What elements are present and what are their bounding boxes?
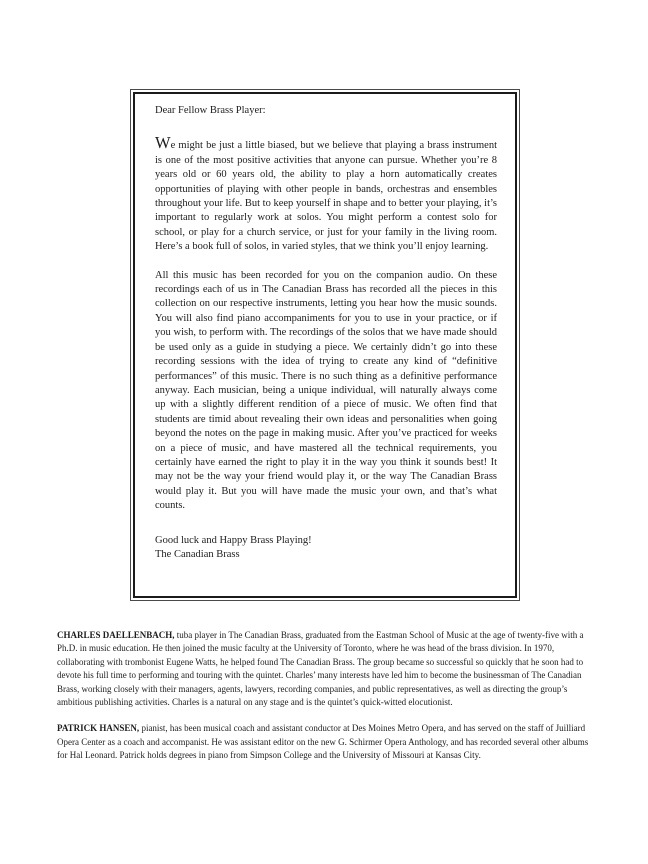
- letter-greeting: Dear Fellow Brass Player:: [155, 105, 266, 116]
- bios-section: [57, 629, 593, 776]
- bio-name-patrick: PATRICK HANSEN,: [57, 723, 140, 734]
- closing-line: Good luck and Happy Brass Playing!: [155, 534, 312, 546]
- bio-text-charles: tuba player in The Canadian Brass, graduated from the Eastman School of Music at the age of twenty-five with a Ph.D. in music education. He then joined the music faculty at the University of Toronto, where he was head of the brass division. In 1970, collaborating with trombonist Eugene Watts, he helped found The Canadian Brass. The group became so successful so quickly that he soon had to devote his full time to performing and touring with the quintet. Charles’ many interests have led him to become the businessman of The Canadian Brass, working closely with their managers, agents, lawyers, recording companies, and public representatives, as well as directing the group’s ambitious publishing activities. Charles is a natural on any stage and is the quintet’s quick-witted elocutionist.: [57, 630, 584, 708]
- bio-paragraph-charles: [57, 629, 593, 709]
- bio-paragraph-patrick: [57, 722, 593, 762]
- letter-box-inner: [133, 92, 517, 598]
- letter-paragraph-1-text: e might be just a little biased, but we believe that playing a brass instrument is one of the most positive activities that anyone can pursue. Whether you’re 8 years old or 60 years old, the ability to play a horn automatically creates opportunities of playing with other people in bands, orchestras and ensembles throughout your life. But to keep yourself in shape and to better your playing, it’s important to regularly work at solos. You might perform a contest solo for school, or play for a church service, or just for your family in the living room. Here’s a book full of solos, in varied styles, that we think you’ll enjoy learning.: [155, 140, 497, 253]
- bio-name-charles: CHARLES DAELLENBACH,: [57, 630, 175, 640]
- lead-capital: W: [155, 133, 171, 153]
- letter-closing-block: [155, 534, 497, 563]
- letter-box: [130, 89, 520, 601]
- bio-text-patrick: pianist, has been musical coach and assistant conductor at Des Moines Metro Opera, and has served on the staff of Juilliard Opera Center as a coach and accompanist. He was assistant editor on the new G. Schirmer Opera Anthology, and has recorded several other albums for Hal Leonard. Patrick holds degrees in piano from Simpson College and the University of Missouri at Kansas City.: [57, 723, 589, 761]
- signature-line: The Canadian Brass: [155, 548, 240, 560]
- letter-paragraph-1: [155, 135, 497, 254]
- letter-paragraph-2: All this music has been recorded for you on the companion audio. On these recordings each of us in The Canadian Brass has recorded all the pieces in this collection on our respective instruments, letting you hear how the music sounds. You will also find piano accompaniments for you to use in your practice, or if you wish, to perform with. The recordings of the solos that we have made should be used only as a guide in studying a piece. We certainly didn’t go into these recording sessions with the idea of trying to create any kind of “definitive performances” of this music. There is no such thing as a definitive performance anyway. Each musician, being a unique individual, will naturally always come up with a slightly different rendition of a piece of music. We often find that students are timid about revealing their own ideas and personalities when going beyond the notes on the page in making music. After you’ve practiced for weeks on a piece of music, and have mastered all the technical requirements, you certainly have earned the right to play it in the way you think it sounds best! It may not be the way your friend would play it, or the way The Canadian Brass would play it. But you will have made the music your own, and that’s what counts.: [155, 269, 497, 512]
